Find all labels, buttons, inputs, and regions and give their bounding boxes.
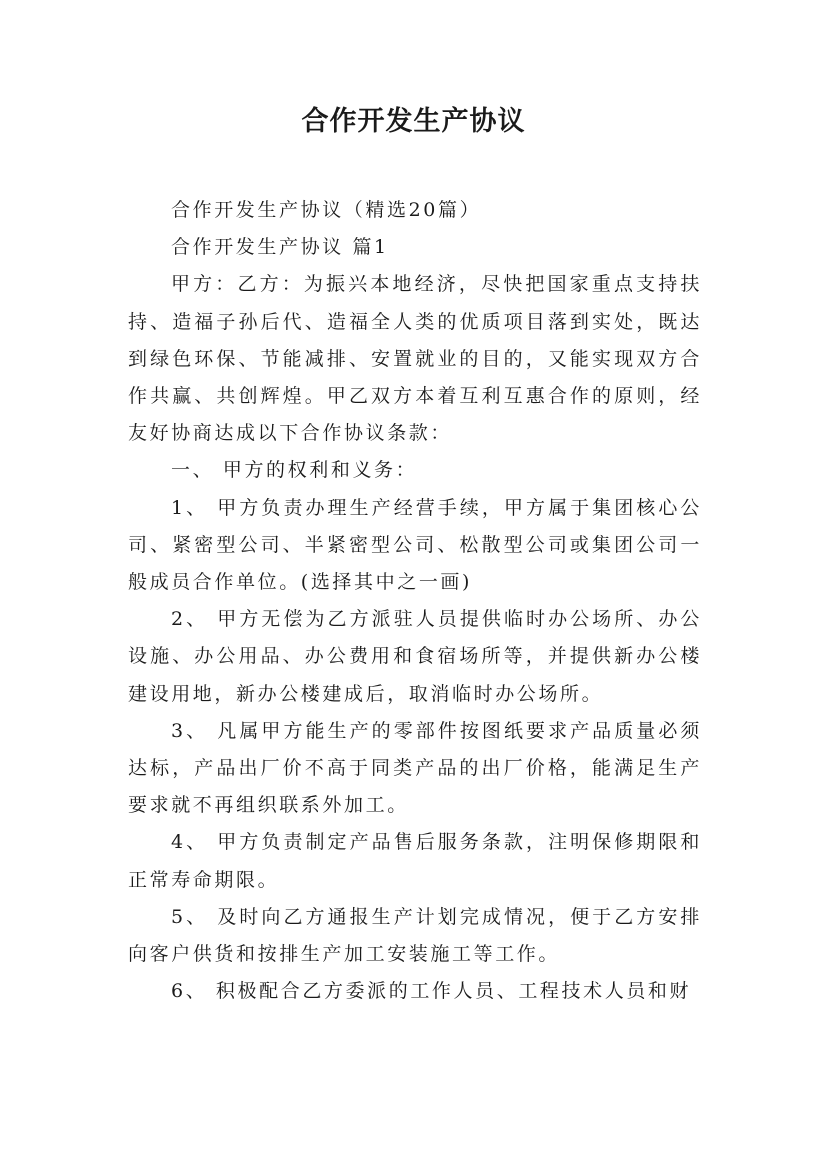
- paragraph-item-1: 1、 甲方负责办理生产经营手续，甲方属于集团核心公司、紧密型公司、半紧密型公司、松散型公司或集团公司一般成员合作单位。(选择其中之一画): [128, 496, 702, 594]
- paragraph-item-4: 4、 甲方负责制定产品售后服务条款，注明保修期限和正常寿命期限。: [128, 831, 702, 891]
- paragraph-subtitle: 合作开发生产协议（精选20篇）: [171, 199, 482, 221]
- document-body: [128, 192, 702, 1010]
- paragraph-item-3: 3、 凡属甲方能生产的零部件按图纸要求产品质量必须达标，产品出厂价不高于同类产品的出厂价格，能满足生产要求就不再组织联系外加工。: [128, 719, 702, 817]
- paragraph-item-5: 5、 及时向乙方通报生产计划完成情况，便于乙方安排向客户供货和按排生产加工安装施工等工作。: [128, 905, 702, 966]
- paragraph-item-2: 2、 甲方无偿为乙方派驻人员提供临时办公场所、办公设施、办公用品、办公费用和食宿场所等，并提供新办公楼建设用地，新办公楼建成后，取消临时办公场所。: [128, 608, 702, 705]
- paragraph-intro: 甲方：乙方：为振兴本地经济，尽快把国家重点支持扶持、造福子孙后代、造福全人类的优质项目落到实处，既达到绿色环保、节能减排、安置就业的目的，又能实现双方合作共赢、共创辉煌。甲乙双方本着互利互惠合作的原则，经友好协商达成以下合作协议条款：: [128, 273, 702, 445]
- paragraph-section-heading: 合作开发生产协议 篇1: [171, 236, 389, 259]
- paragraph-item-6: 6、 积极配合乙方委派的工作人员、工程技术人员和财: [171, 980, 692, 1003]
- paragraph-clause-heading: 一、 甲方的权利和义务：: [171, 459, 418, 482]
- document-title: 合作开发生产协议: [301, 106, 526, 137]
